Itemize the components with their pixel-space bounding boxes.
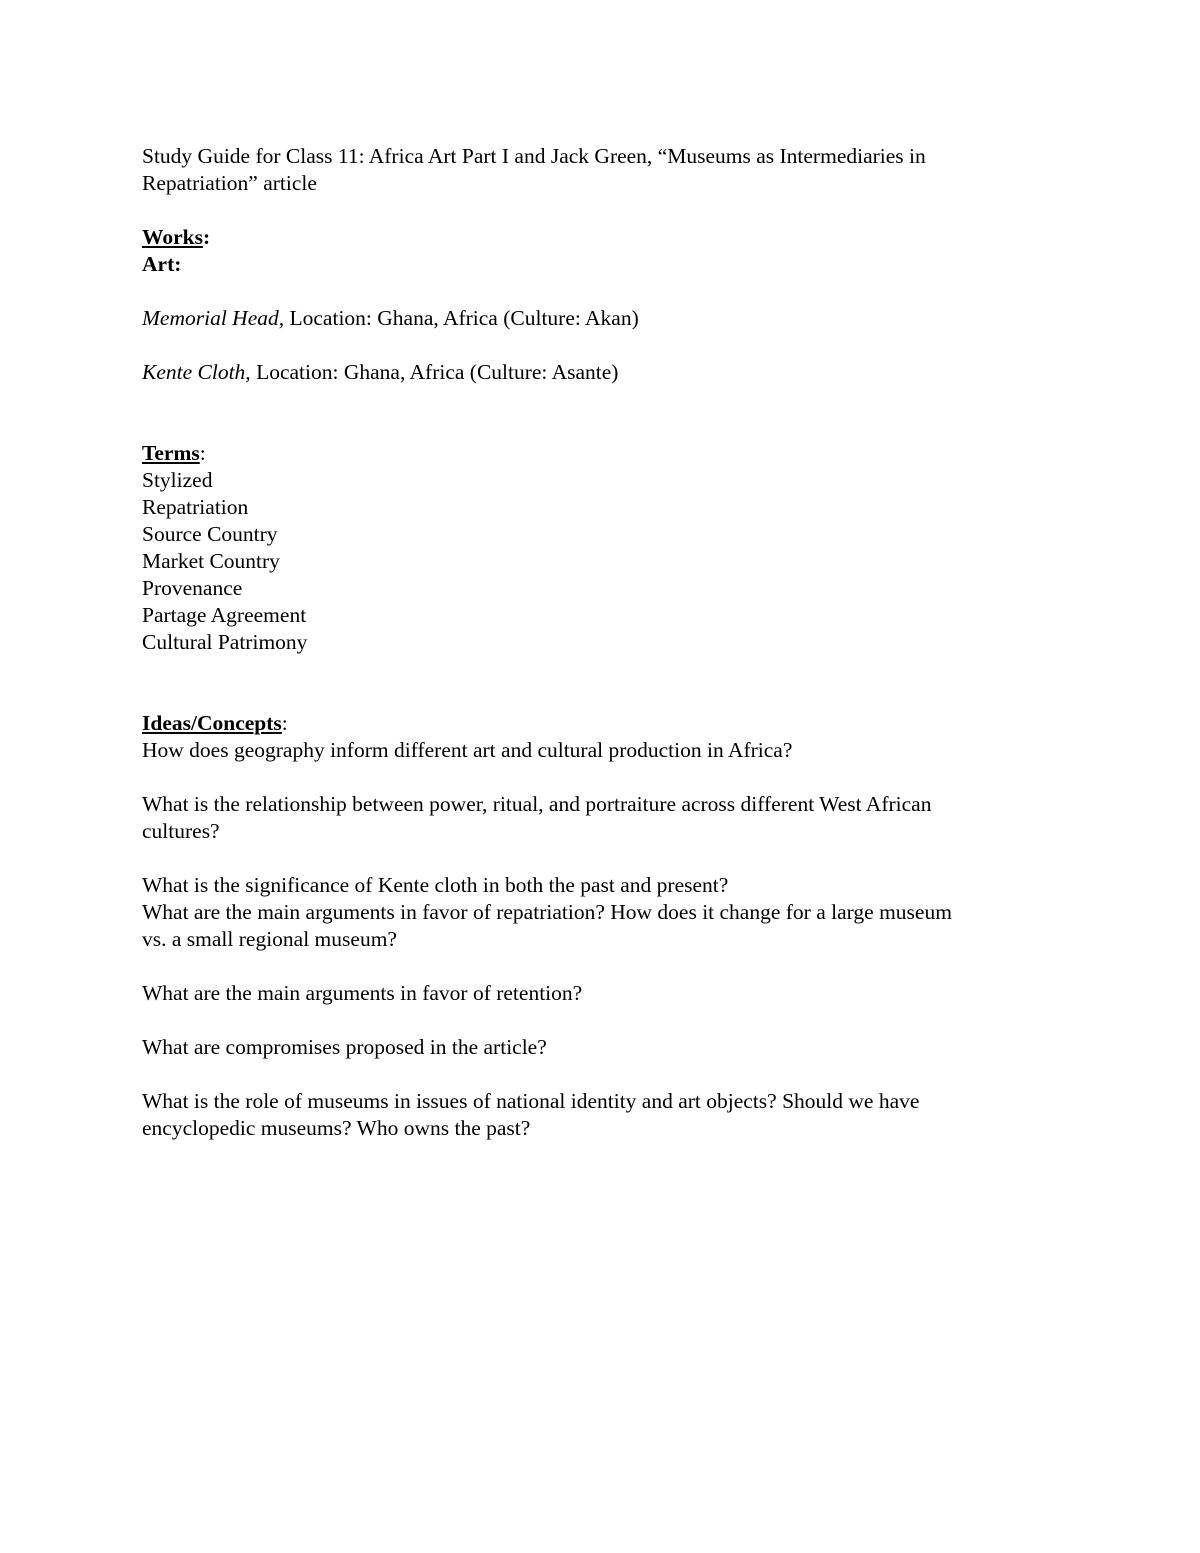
term-item: Market Country — [142, 549, 280, 573]
works-section — [142, 224, 1042, 386]
document-page — [142, 143, 1042, 1142]
art-subheading: Art: — [142, 252, 182, 276]
term-item: Partage Agreement — [142, 603, 307, 627]
works-heading-colon: : — [202, 225, 211, 249]
terms-heading — [142, 440, 1042, 467]
term-item: Cultural Patrimony — [142, 630, 308, 654]
document-title — [142, 143, 1042, 197]
question-geography: How does geography inform different art and cultural production in Africa? — [142, 738, 793, 762]
works-heading-text: Works — [142, 225, 203, 249]
ideas-heading-text: Ideas/Concepts — [142, 711, 282, 735]
work-item-detail: Location: Ghana, Africa (Culture: Akan) — [284, 306, 639, 330]
question-compromises: What are compromises proposed in the article? — [142, 1035, 547, 1059]
terms-heading-text: Terms — [142, 441, 200, 465]
question-line: What is the role of museums in issues of national identity and art objects? Should we have — [142, 1089, 920, 1113]
question-repatriation — [142, 899, 1042, 953]
question-power-ritual — [142, 791, 1042, 845]
ideas-heading — [142, 710, 1042, 737]
question-line: What is the relationship between power, ritual, and portraiture across different West African — [142, 792, 932, 816]
title-line-1: Study Guide for Class 11: Africa Art Part I and Jack Green, “Museums as Intermediaries in — [142, 144, 926, 168]
question-line: What are the main arguments in favor of repatriation? How does it change for a large museum — [142, 900, 952, 924]
work-item-detail: Location: Ghana, Africa (Culture: Asante) — [250, 360, 619, 384]
work-item — [142, 305, 1042, 332]
title-line-2: Repatriation” article — [142, 171, 317, 195]
work-item — [142, 359, 1042, 386]
work-item-title: Memorial Head, — [142, 306, 285, 330]
question-line: vs. a small regional museum? — [142, 927, 397, 951]
work-item-title: Kente Cloth, — [142, 360, 251, 384]
ideas-section — [142, 710, 1042, 1142]
terms-heading-colon: : — [199, 441, 206, 465]
term-item: Provenance — [142, 576, 243, 600]
question-kente: What is the significance of Kente cloth in both the past and present? — [142, 873, 729, 897]
term-item: Stylized — [142, 468, 213, 492]
question-retention: What are the main arguments in favor of retention? — [142, 981, 583, 1005]
question-line: encyclopedic museums? Who owns the past? — [142, 1116, 531, 1140]
question-museums-role — [142, 1088, 1042, 1142]
works-heading — [142, 224, 1042, 251]
ideas-heading-colon: : — [281, 711, 288, 735]
term-item: Source Country — [142, 522, 278, 546]
question-line: cultures? — [142, 819, 220, 843]
terms-section — [142, 440, 1042, 656]
term-item: Repatriation — [142, 495, 249, 519]
